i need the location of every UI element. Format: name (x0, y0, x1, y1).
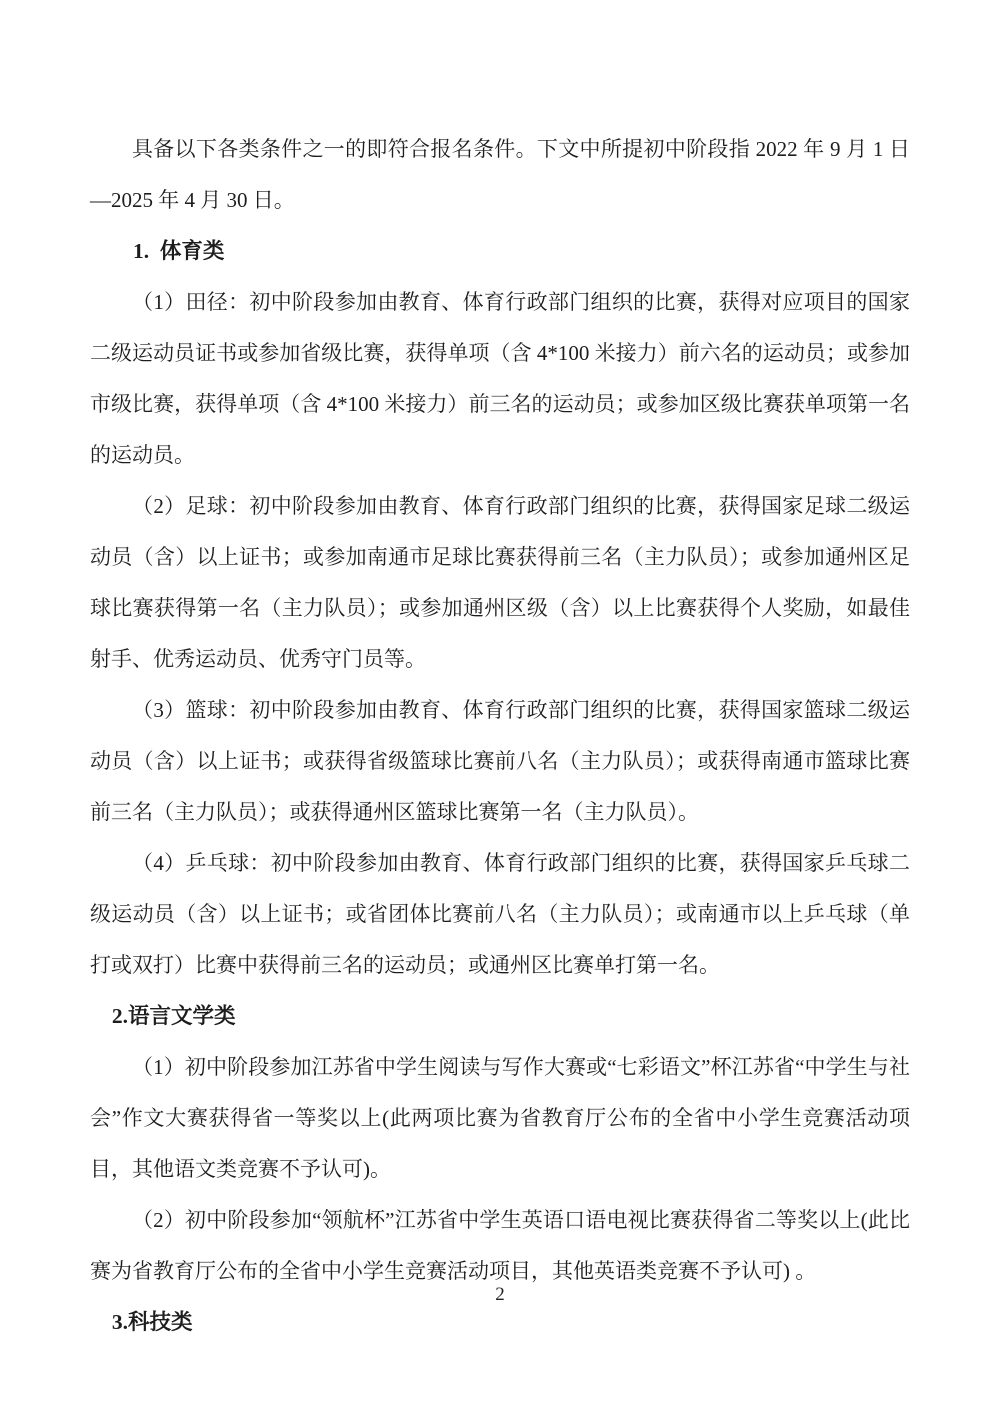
paragraph-reading-writing-contest: （1）初中阶段参加江苏省中学生阅读与写作大赛或“七彩语文”杯江苏省“中学生与社会”作文大赛获得省一等奖以上(此两项比赛为省教育厅公布的全省中小学生竞赛活动项目，其他语文类竞赛不予认可)。 (90, 1055, 910, 1181)
heading-language-literature-category: 2.语言文学类 (111, 1004, 236, 1028)
heading-sports-category: 1. 体育类 (133, 239, 225, 263)
paragraph-table-tennis: （4）乒乓球：初中阶段参加由教育、体育行政部门组织的比赛，获得国家乒乓球二级运动员（含）以上证书；或省团体比赛前八名（主力队员）；或南通市以上乒乓球（单打或双打）比赛中获得前三名的运动员；或通州区比赛单打第一名。 (90, 851, 910, 977)
heading-science-technology-category: 3.科技类 (111, 1310, 193, 1334)
paragraph-basketball: （3）篮球：初中阶段参加由教育、体育行政部门组织的比赛，获得国家篮球二级运动员（含）以上证书；或获得省级篮球比赛前八名（主力队员）；或获得南通市篮球比赛前三名（主力队员）；或获得通州区篮球比赛第一名（主力队员）。 (90, 698, 910, 824)
paragraph-english-oral-contest: （2）初中阶段参加“领航杯”江苏省中学生英语口语电视比赛获得省二等奖以上(此比赛为省教育厅公布的全省中小学生竞赛活动项目，其他英语类竞赛不予认可) 。 (90, 1208, 910, 1283)
document-content (90, 124, 910, 1348)
intro-paragraph: 具备以下各类条件之一的即符合报名条件。下文中所提初中阶段指 2022 年 9 月 1 日—2025 年 4 月 30 日。 (90, 137, 910, 212)
paragraph-football: （2）足球：初中阶段参加由教育、体育行政部门组织的比赛，获得国家足球二级运动员（含）以上证书；或参加南通市足球比赛获得前三名（主力队员）；或参加通州区足球比赛获得第一名（主力队员）；或参加通州区级（含）以上比赛获得个人奖励，如最佳射手、优秀运动员、优秀守门员等。 (90, 494, 910, 671)
page-number: 2 (495, 1284, 505, 1305)
paragraph-track-and-field: （1）田径：初中阶段参加由教育、体育行政部门组织的比赛，获得对应项目的国家二级运动员证书或参加省级比赛，获得单项（含 4*100 米接力）前六名的运动员；或参加市级比赛，获得单项（含 4*100 米接力）前三名的运动员；或参加区级比赛获单项第一名的运动员。 (90, 290, 910, 467)
